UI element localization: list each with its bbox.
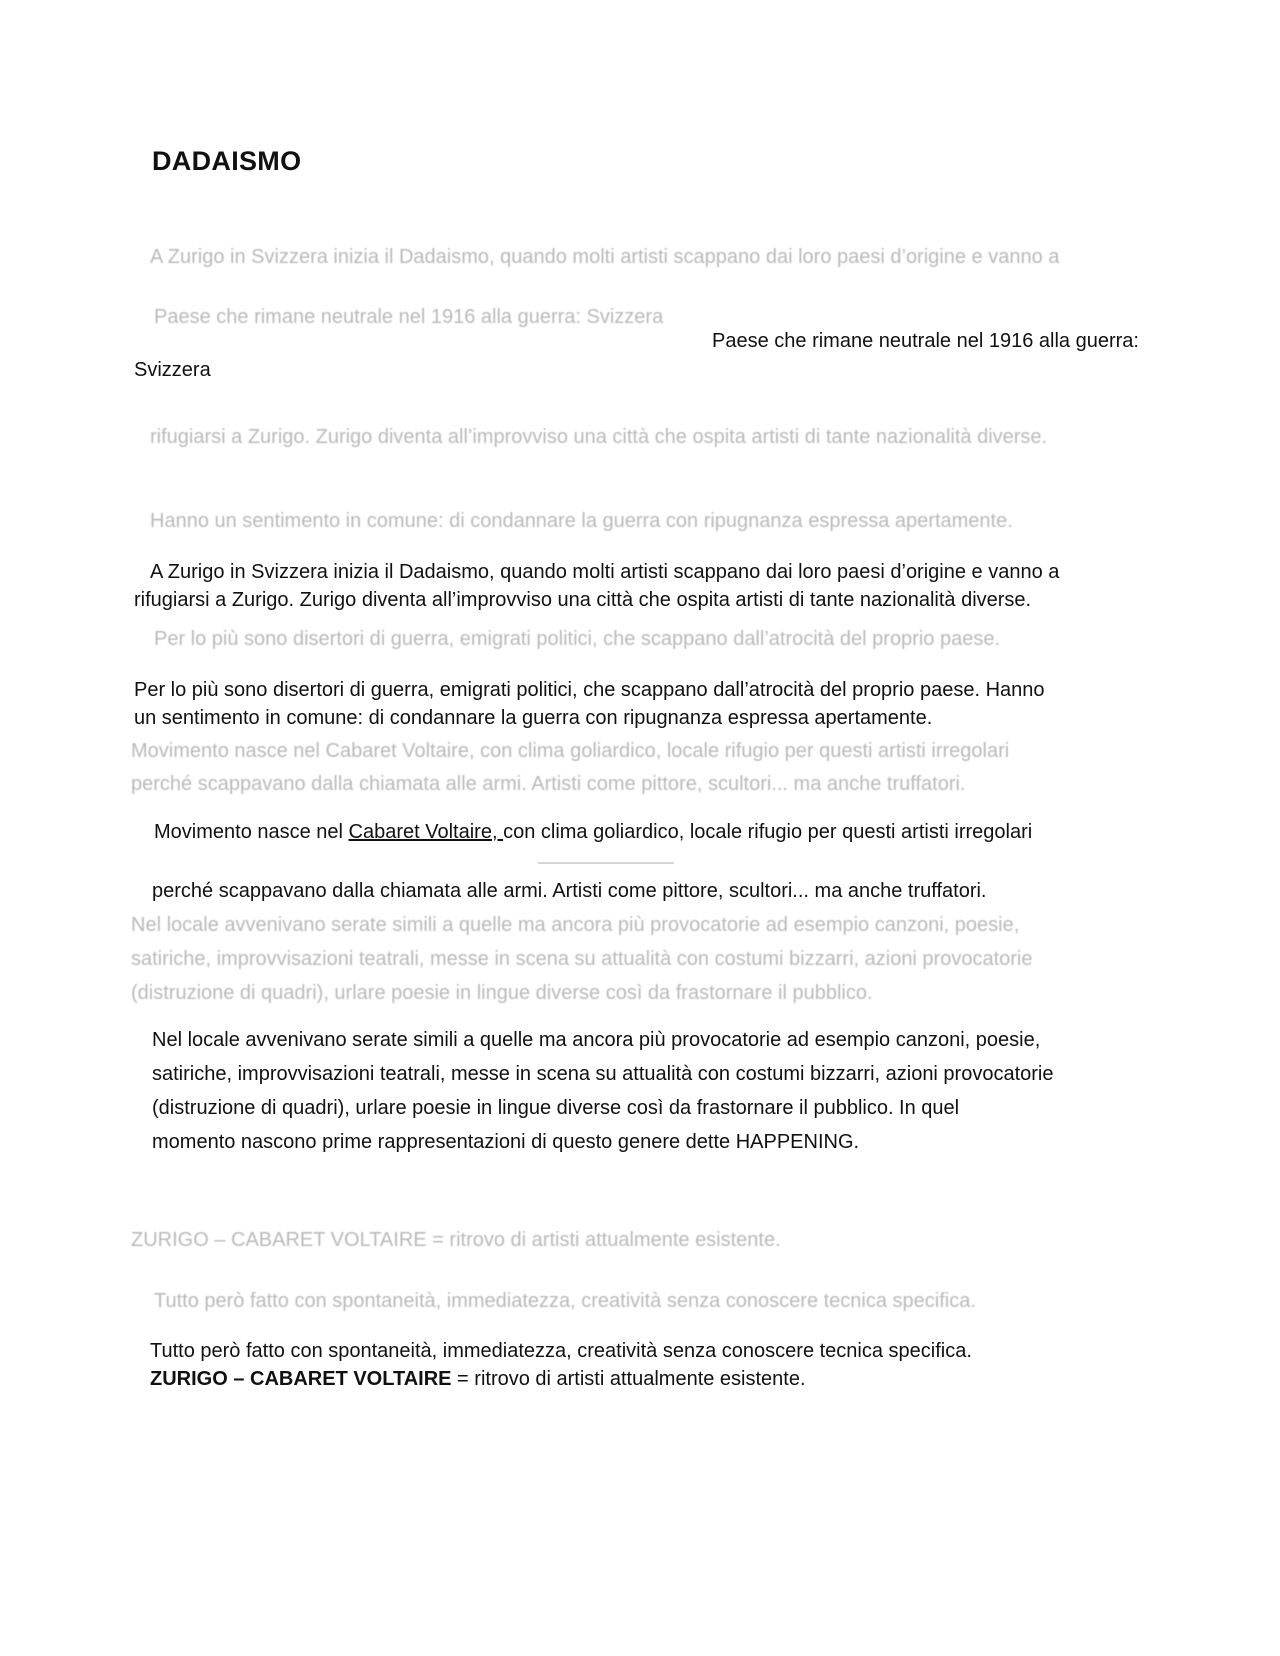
paragraph-2-line-2: un sentimento in comune: di condannare la guerra con ripugnanza espressa apertamente. (134, 707, 933, 729)
cabaret-voltaire-link[interactable]: Cabaret Voltaire, (348, 821, 504, 843)
paragraph-5-line-2 (150, 1365, 806, 1393)
ghost-line-8: Nel locale avvenivano serate simili a quelle ma ancora più provocatorie ad esempio canzoni, poesie, (131, 914, 1020, 936)
ghost-line-11: ZURIGO – CABARET VOLTAIRE = ritrovo di artisti attualmente esistente. (131, 1229, 781, 1251)
paragraph-3-prefix: Movimento nasce nel (154, 821, 349, 843)
paragraph-3-suffix: con clima goliardico, locale rifugio per questi artisti irregolari (503, 821, 1033, 843)
cabaret-voltaire-description: = ritrovo di artisti attualmente esistente. (451, 1368, 806, 1390)
ghost-line-10: (distruzione di quadri), urlare poesie in lingue diverse così da frastornare il pubblico. (131, 982, 873, 1004)
paragraph-1-line-2: rifugiarsi a Zurigo. Zurigo diventa all’improvviso una città che ospita artisti di tante nazionalità diverse. (134, 589, 1032, 611)
paragraph-2-line-1: Per lo più sono disertori di guerra, emigrati politici, che scappano dall’atrocità del proprio paese. Hanno (134, 679, 1045, 701)
cabaret-voltaire-heading: ZURIGO – CABARET VOLTAIRE (150, 1368, 452, 1390)
ghost-line-2: Paese che rimane neutrale nel 1916 alla guerra: Svizzera (154, 306, 664, 328)
ghost-line-5: Per lo più sono disertori di guerra, emigrati politici, che scappano dall’atrocità del proprio paese. (154, 628, 1001, 650)
ghost-line-9: satiriche, improvvisazioni teatrali, messe in scena su attualità con costumi bizzarri, azioni provocatorie (131, 948, 1033, 970)
divider-line (538, 862, 674, 864)
paragraph-4-line-2: satiriche, improvvisazioni teatrali, messe in scena su attualità con costumi bizzarri, azioni provocatorie (152, 1063, 1054, 1085)
neutral-note-line-2: Svizzera (134, 359, 211, 381)
ghost-line-3: rifugiarsi a Zurigo. Zurigo diventa all’improvviso una città che ospita artisti di tante nazionalità diverse. (150, 426, 1048, 448)
paragraph-5-line-1: Tutto però fatto con spontaneità, immediatezza, creatività senza conoscere tecnica specifica. (150, 1340, 972, 1362)
page-title: DADAISMO (152, 146, 302, 176)
ghost-line-12: Tutto però fatto con spontaneità, immediatezza, creatività senza conoscere tecnica specifica. (154, 1290, 976, 1312)
ghost-line-1: A Zurigo in Svizzera inizia il Dadaismo, quando molti artisti scappano dai loro paesi d’origine e vanno a (150, 246, 1060, 268)
paragraph-4-line-4: momento nascono prime rappresentazioni di questo genere dette HAPPENING. (152, 1131, 860, 1153)
ghost-line-4: Hanno un sentimento in comune: di condannare la guerra con ripugnanza espressa apertamente. (150, 510, 1013, 532)
paragraph-4-line-1: Nel locale avvenivano serate simili a quelle ma ancora più provocatorie ad esempio canzoni, poesie, (152, 1029, 1041, 1051)
ghost-line-6: Movimento nasce nel Cabaret Voltaire, con clima goliardico, locale rifugio per questi artisti irregolari (131, 740, 1010, 762)
ghost-line-7: perché scappavano dalla chiamata alle armi. Artisti come pittore, scultori... ma anche truffatori. (131, 773, 966, 795)
paragraph-4-line-3: (distruzione di quadri), urlare poesie in lingue diverse così da frastornare il pubblico. In quel (152, 1097, 960, 1119)
paragraph-1-line-1: A Zurigo in Svizzera inizia il Dadaismo, quando molti artisti scappano dai loro paesi d’origine e vanno a (150, 561, 1060, 583)
neutral-note-line-1: Paese che rimane neutrale nel 1916 alla guerra: (712, 330, 1139, 352)
paragraph-3-line-1 (154, 818, 1032, 846)
paragraph-3-line-2: perché scappavano dalla chiamata alle armi. Artisti come pittore, scultori... ma anche truffatori. (152, 880, 987, 902)
